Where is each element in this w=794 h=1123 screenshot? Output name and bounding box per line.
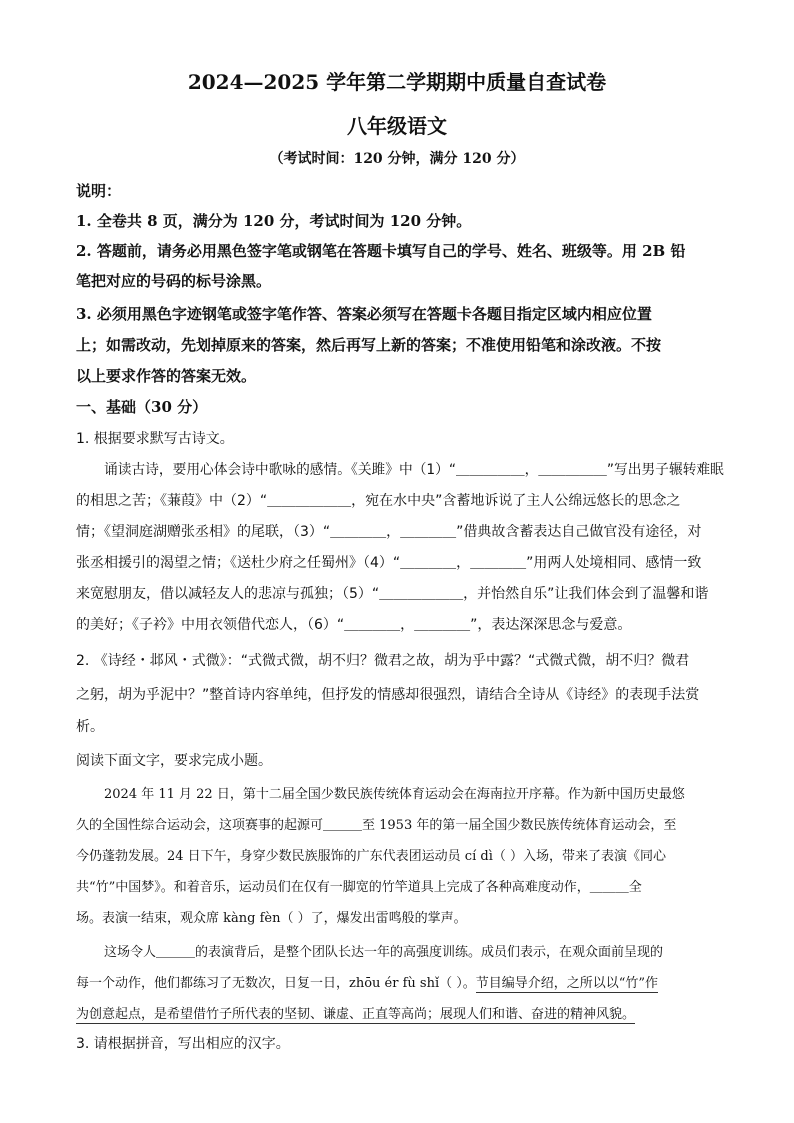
instructions-heading: 说明： — [76, 182, 122, 200]
instruction-line-5: 上；如需改动，先划掉原来的答案，然后再写上新的答案；不准使用铅笔和涂改液。不按 — [76, 336, 662, 354]
q1-line: 诵读古诗，要用心体会诗中歌咏的感情。《关雎》中（1）“＿＿＿＿＿，＿＿＿＿＿”写出男子辗转难眠 — [104, 462, 724, 478]
q1-line: 的相思之苦；《蒹葭》中（2）“＿＿＿＿＿＿，宛在水中央”含蓄地诉说了主人公绵远悠长的思念之 — [76, 493, 681, 509]
q2-line: 析。 — [76, 719, 104, 735]
reading-intro: 阅读下面文字，要求完成小题。 — [76, 753, 272, 769]
passage-line: 2024 年 11 月 22 日，第十二届全国少数民族传统体育运动会在海南拉开序幕。作为新中国历史最悠 — [104, 787, 685, 802]
q1-line: 的美好；《子衿》中用衣领借代恋人，（6）“＿＿＿＿，＿＿＿＿”，表达深深思念与爱意。 — [76, 617, 632, 633]
q2-line: 之躬，胡为乎泥中？”整首诗内容单纯，但抒发的情感却很强烈，请结合全诗从《诗经》的表现手法赏 — [76, 687, 700, 703]
passage-line — [76, 972, 658, 991]
passage-line: 这场令人＿＿＿的表演背后，是整个团队长达一年的高强度训练。成员们表示，在观众面前呈现的 — [104, 945, 664, 960]
passage-line: 场。表演一结束，观众席 kàng fèn（ ）了，爆发出雷鸣般的掌声。 — [76, 911, 467, 926]
passage-underlined-text: 节目编导介绍，之所以以“竹”作 — [475, 976, 659, 991]
q1-line: 张丞相援引的渴望之情；《送杜少府之任蜀州》（4）“＿＿＿＿，＿＿＿＿”用两人处境相同、感情一致 — [76, 555, 702, 571]
exam-info: （考试时间：120 分钟，满分 120 分） — [269, 151, 525, 167]
passage-text: 每一个动作，他们都练习了无数次，日复一日，zhōu ér fù shǐ（ ）。 — [76, 976, 476, 991]
passage-line: 今仍蓬勃发展。24 日下午，身穿少数民族服饰的广东代表团运动员 cí dì（ ）入场，带来了表演《同心 — [76, 849, 666, 864]
passage-underlined-text: 为创意起点，是希望借竹子所代表的坚韧、谦虚、正直等高尚；展现人们和谐、奋进的精神风貌。 — [76, 1007, 636, 1022]
exam-title: 2024—2025 学年第二学期期中质量自查试卷 — [187, 70, 607, 94]
passage-line: 久的全国性综合运动会，这项赛事的起源可＿＿＿至 1953 年的第一届全国少数民族传统体育运动会，至 — [76, 818, 677, 833]
passage-underlined-line — [76, 1003, 635, 1022]
q1-line: 情；《望洞庭湖赠张丞相》的尾联，（3）“＿＿＿＿，＿＿＿＿”借典故含蓄表达自己做官没有途径，对 — [76, 524, 702, 540]
instruction-line-1: 1. 全卷共 8 页，满分为 120 分，考试时间为 120 分钟。 — [76, 212, 472, 230]
instruction-line-6: 以上要求作答的答案无效。 — [76, 367, 257, 385]
exam-subtitle: 八年级语文 — [347, 114, 447, 138]
q1-line: 来宽慰朋友，借以减轻友人的悲凉与孤独；（5）“＿＿＿＿＿＿，并怡然自乐”让我们体会到了温馨和谐 — [76, 586, 709, 602]
instruction-line-4: 3. 必须用黑色字迹钢笔或签字笔作答、答案必须写在答题卡各题目指定区域内相应位置 — [76, 305, 652, 323]
question-3-prompt: 3. 请根据拼音，写出相应的汉字。 — [76, 1036, 290, 1052]
instruction-line-3: 笔把对应的号码的标号涂黑。 — [76, 272, 272, 290]
q2-line: 2. 《诗经・邶风・式微》：“式微式微，胡不归？微君之故，胡为乎中露？“式微式微，胡不归？微君 — [76, 653, 690, 669]
question-1-prompt: 1. 根据要求默写古诗文。 — [76, 431, 234, 447]
passage-line: 共“竹”中国梦》。和着音乐，运动员们在仅有一脚宽的竹竿道具上完成了各种高难度动作，＿＿＿全 — [76, 880, 642, 895]
section-heading: 一、基础（30 分） — [76, 398, 208, 416]
instruction-line-2: 2. 答题前，请务必用黑色签字笔或钢笔在答题卡填写自己的学号、姓名、班级等。用 2B 铅 — [76, 242, 686, 260]
